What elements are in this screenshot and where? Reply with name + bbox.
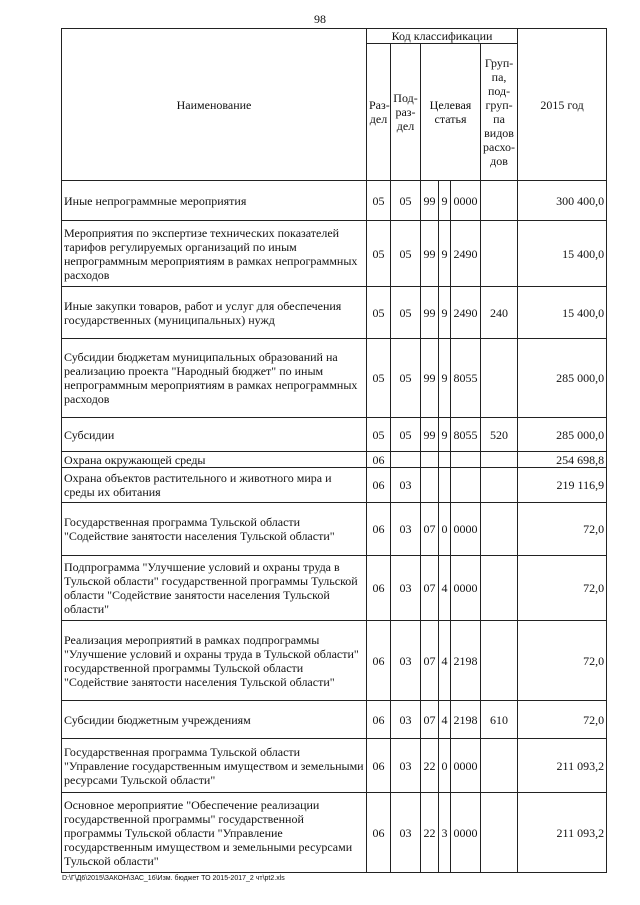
row-target-direction: 0000 <box>451 181 481 221</box>
table-row <box>62 556 607 621</box>
row-amount: 72,0 <box>518 503 607 556</box>
row-name: Субсидии бюджетным учреждениям <box>62 701 367 739</box>
row-target-direction: 0000 <box>451 793 481 873</box>
row-expense-type <box>481 793 518 873</box>
row-name: Государственная программа Тульской области "Управление государственным имуществом и земельными ресурсами Тульской области" <box>62 739 367 793</box>
row-expense-type <box>481 739 518 793</box>
table-row <box>62 287 607 339</box>
row-target-program <box>421 468 439 503</box>
row-target-subprogram: 9 <box>439 221 451 287</box>
row-section: 06 <box>367 503 391 556</box>
row-subsection: 03 <box>391 793 421 873</box>
row-target-direction: 0000 <box>451 556 481 621</box>
row-target-direction: 8055 <box>451 418 481 452</box>
row-expense-type: 610 <box>481 701 518 739</box>
row-section: 05 <box>367 221 391 287</box>
row-subsection: 03 <box>391 621 421 701</box>
row-expense-type <box>481 556 518 621</box>
row-target-subprogram <box>439 468 451 503</box>
row-expense-type <box>481 339 518 418</box>
page-number: 98 <box>314 12 326 26</box>
row-amount: 285 000,0 <box>518 339 607 418</box>
row-subsection: 05 <box>391 418 421 452</box>
row-target-subprogram: 9 <box>439 418 451 452</box>
row-target-program: 22 <box>421 793 439 873</box>
row-target-subprogram: 9 <box>439 181 451 221</box>
header-name: Наименование <box>62 29 367 181</box>
table-row <box>62 793 607 873</box>
row-name: Субсидии бюджетам муниципальных образований на реализацию проекта "Народный бюджет" по иным непрограммным мероприятиям в рамках непрограммных расходов <box>62 339 367 418</box>
row-target-subprogram: 4 <box>439 701 451 739</box>
row-target-program: 07 <box>421 701 439 739</box>
row-expense-type <box>481 621 518 701</box>
row-amount: 254 698,8 <box>518 452 607 468</box>
row-section: 06 <box>367 701 391 739</box>
row-target-program: 99 <box>421 221 439 287</box>
row-target-program: 07 <box>421 556 439 621</box>
row-amount: 72,0 <box>518 701 607 739</box>
table-row <box>62 452 607 468</box>
table-row <box>62 621 607 701</box>
row-target-subprogram: 4 <box>439 621 451 701</box>
row-amount: 72,0 <box>518 621 607 701</box>
row-subsection: 03 <box>391 556 421 621</box>
row-expense-type <box>481 181 518 221</box>
row-name: Субсидии <box>62 418 367 452</box>
row-target-subprogram: 3 <box>439 793 451 873</box>
table-row <box>62 701 607 739</box>
row-section: 06 <box>367 793 391 873</box>
row-target-program: 22 <box>421 739 439 793</box>
header-target-article: Целевая статья <box>421 44 481 181</box>
table-row <box>62 181 607 221</box>
row-target-program: 99 <box>421 418 439 452</box>
row-name: Реализация мероприятий в рамках подпрограммы "Улучшение условий и охраны труда в Тульской области" государственной программы Тульской области "Содействие занятости населения Тульской области" <box>62 621 367 701</box>
row-target-program: 07 <box>421 621 439 701</box>
row-section: 05 <box>367 339 391 418</box>
row-amount: 211 093,2 <box>518 793 607 873</box>
row-section: 06 <box>367 621 391 701</box>
row-subsection <box>391 452 421 468</box>
budget-table <box>61 28 607 873</box>
row-section: 05 <box>367 181 391 221</box>
row-target-direction: 2490 <box>451 221 481 287</box>
table-row <box>62 739 607 793</box>
row-target-direction: 2198 <box>451 701 481 739</box>
row-section: 05 <box>367 287 391 339</box>
row-name: Основное мероприятие "Обеспечение реализации государственной программы" государственной программы Тульской области "Управление государственным имуществом и земельными ресурсами Тульской области" <box>62 793 367 873</box>
row-name: Государственная программа Тульской области "Содействие занятости населения Тульской области" <box>62 503 367 556</box>
row-target-subprogram: 0 <box>439 503 451 556</box>
row-name: Иные непрограммные мероприятия <box>62 181 367 221</box>
row-section: 06 <box>367 452 391 468</box>
row-target-program: 99 <box>421 181 439 221</box>
row-name: Охрана окружающей среды <box>62 452 367 468</box>
row-amount: 15 400,0 <box>518 287 607 339</box>
row-name: Иные закупки товаров, работ и услуг для обеспечения государственных (муниципальных) нужд <box>62 287 367 339</box>
row-section: 06 <box>367 468 391 503</box>
row-amount: 15 400,0 <box>518 221 607 287</box>
row-target-direction: 2490 <box>451 287 481 339</box>
row-subsection: 03 <box>391 503 421 556</box>
row-amount: 300 400,0 <box>518 181 607 221</box>
row-subsection: 05 <box>391 339 421 418</box>
row-subsection: 05 <box>391 221 421 287</box>
row-target-direction: 0000 <box>451 739 481 793</box>
row-subsection: 03 <box>391 468 421 503</box>
row-target-program: 99 <box>421 339 439 418</box>
row-section: 06 <box>367 739 391 793</box>
row-target-direction <box>451 468 481 503</box>
row-target-subprogram: 4 <box>439 556 451 621</box>
row-name: Подпрограмма "Улучшение условий и охраны труда в Тульской области" государственной программы Тульской области "Содействие занятости населения Тульской области" <box>62 556 367 621</box>
row-expense-type: 240 <box>481 287 518 339</box>
header-expense-type-group: Груп- па, под- груп- па видов расхо- дов <box>481 44 518 181</box>
row-name: Охрана объектов растительного и животного мира и среды их обитания <box>62 468 367 503</box>
footer-file-path: D:\Г\Д6\2015\ЗАКОН\ЗАС_16\Изм. бюджет ТО 2015-2017_2 чт\рt2.xls <box>62 875 285 882</box>
header-section: Раз- дел <box>367 44 391 181</box>
row-amount: 72,0 <box>518 556 607 621</box>
row-target-subprogram <box>439 452 451 468</box>
header-year: 2015 год <box>518 29 607 181</box>
row-target-direction <box>451 452 481 468</box>
row-amount: 219 116,9 <box>518 468 607 503</box>
row-expense-type: 520 <box>481 418 518 452</box>
table-row <box>62 221 607 287</box>
row-target-program: 07 <box>421 503 439 556</box>
row-target-direction: 0000 <box>451 503 481 556</box>
row-target-program <box>421 452 439 468</box>
row-expense-type <box>481 468 518 503</box>
row-name: Мероприятия по экспертизе технических показателей тарифов регулируемых организаций по иным непрограммным мероприятиям в рамках непрограммных расходов <box>62 221 367 287</box>
row-target-program: 99 <box>421 287 439 339</box>
table-row <box>62 418 607 452</box>
row-expense-type <box>481 452 518 468</box>
row-amount: 285 000,0 <box>518 418 607 452</box>
table-row <box>62 468 607 503</box>
row-subsection: 03 <box>391 739 421 793</box>
row-subsection: 03 <box>391 701 421 739</box>
row-subsection: 05 <box>391 287 421 339</box>
row-expense-type <box>481 503 518 556</box>
row-subsection: 05 <box>391 181 421 221</box>
row-expense-type <box>481 221 518 287</box>
row-amount: 211 093,2 <box>518 739 607 793</box>
row-target-subprogram: 9 <box>439 287 451 339</box>
row-target-subprogram: 0 <box>439 739 451 793</box>
row-target-subprogram: 9 <box>439 339 451 418</box>
header-classification-code: Код классификации <box>367 29 518 44</box>
row-section: 06 <box>367 556 391 621</box>
table-row <box>62 503 607 556</box>
row-target-direction: 2198 <box>451 621 481 701</box>
row-section: 05 <box>367 418 391 452</box>
table-row <box>62 339 607 418</box>
row-target-direction: 8055 <box>451 339 481 418</box>
table-header <box>62 29 607 181</box>
header-subsection: Под- раз- дел <box>391 44 421 181</box>
